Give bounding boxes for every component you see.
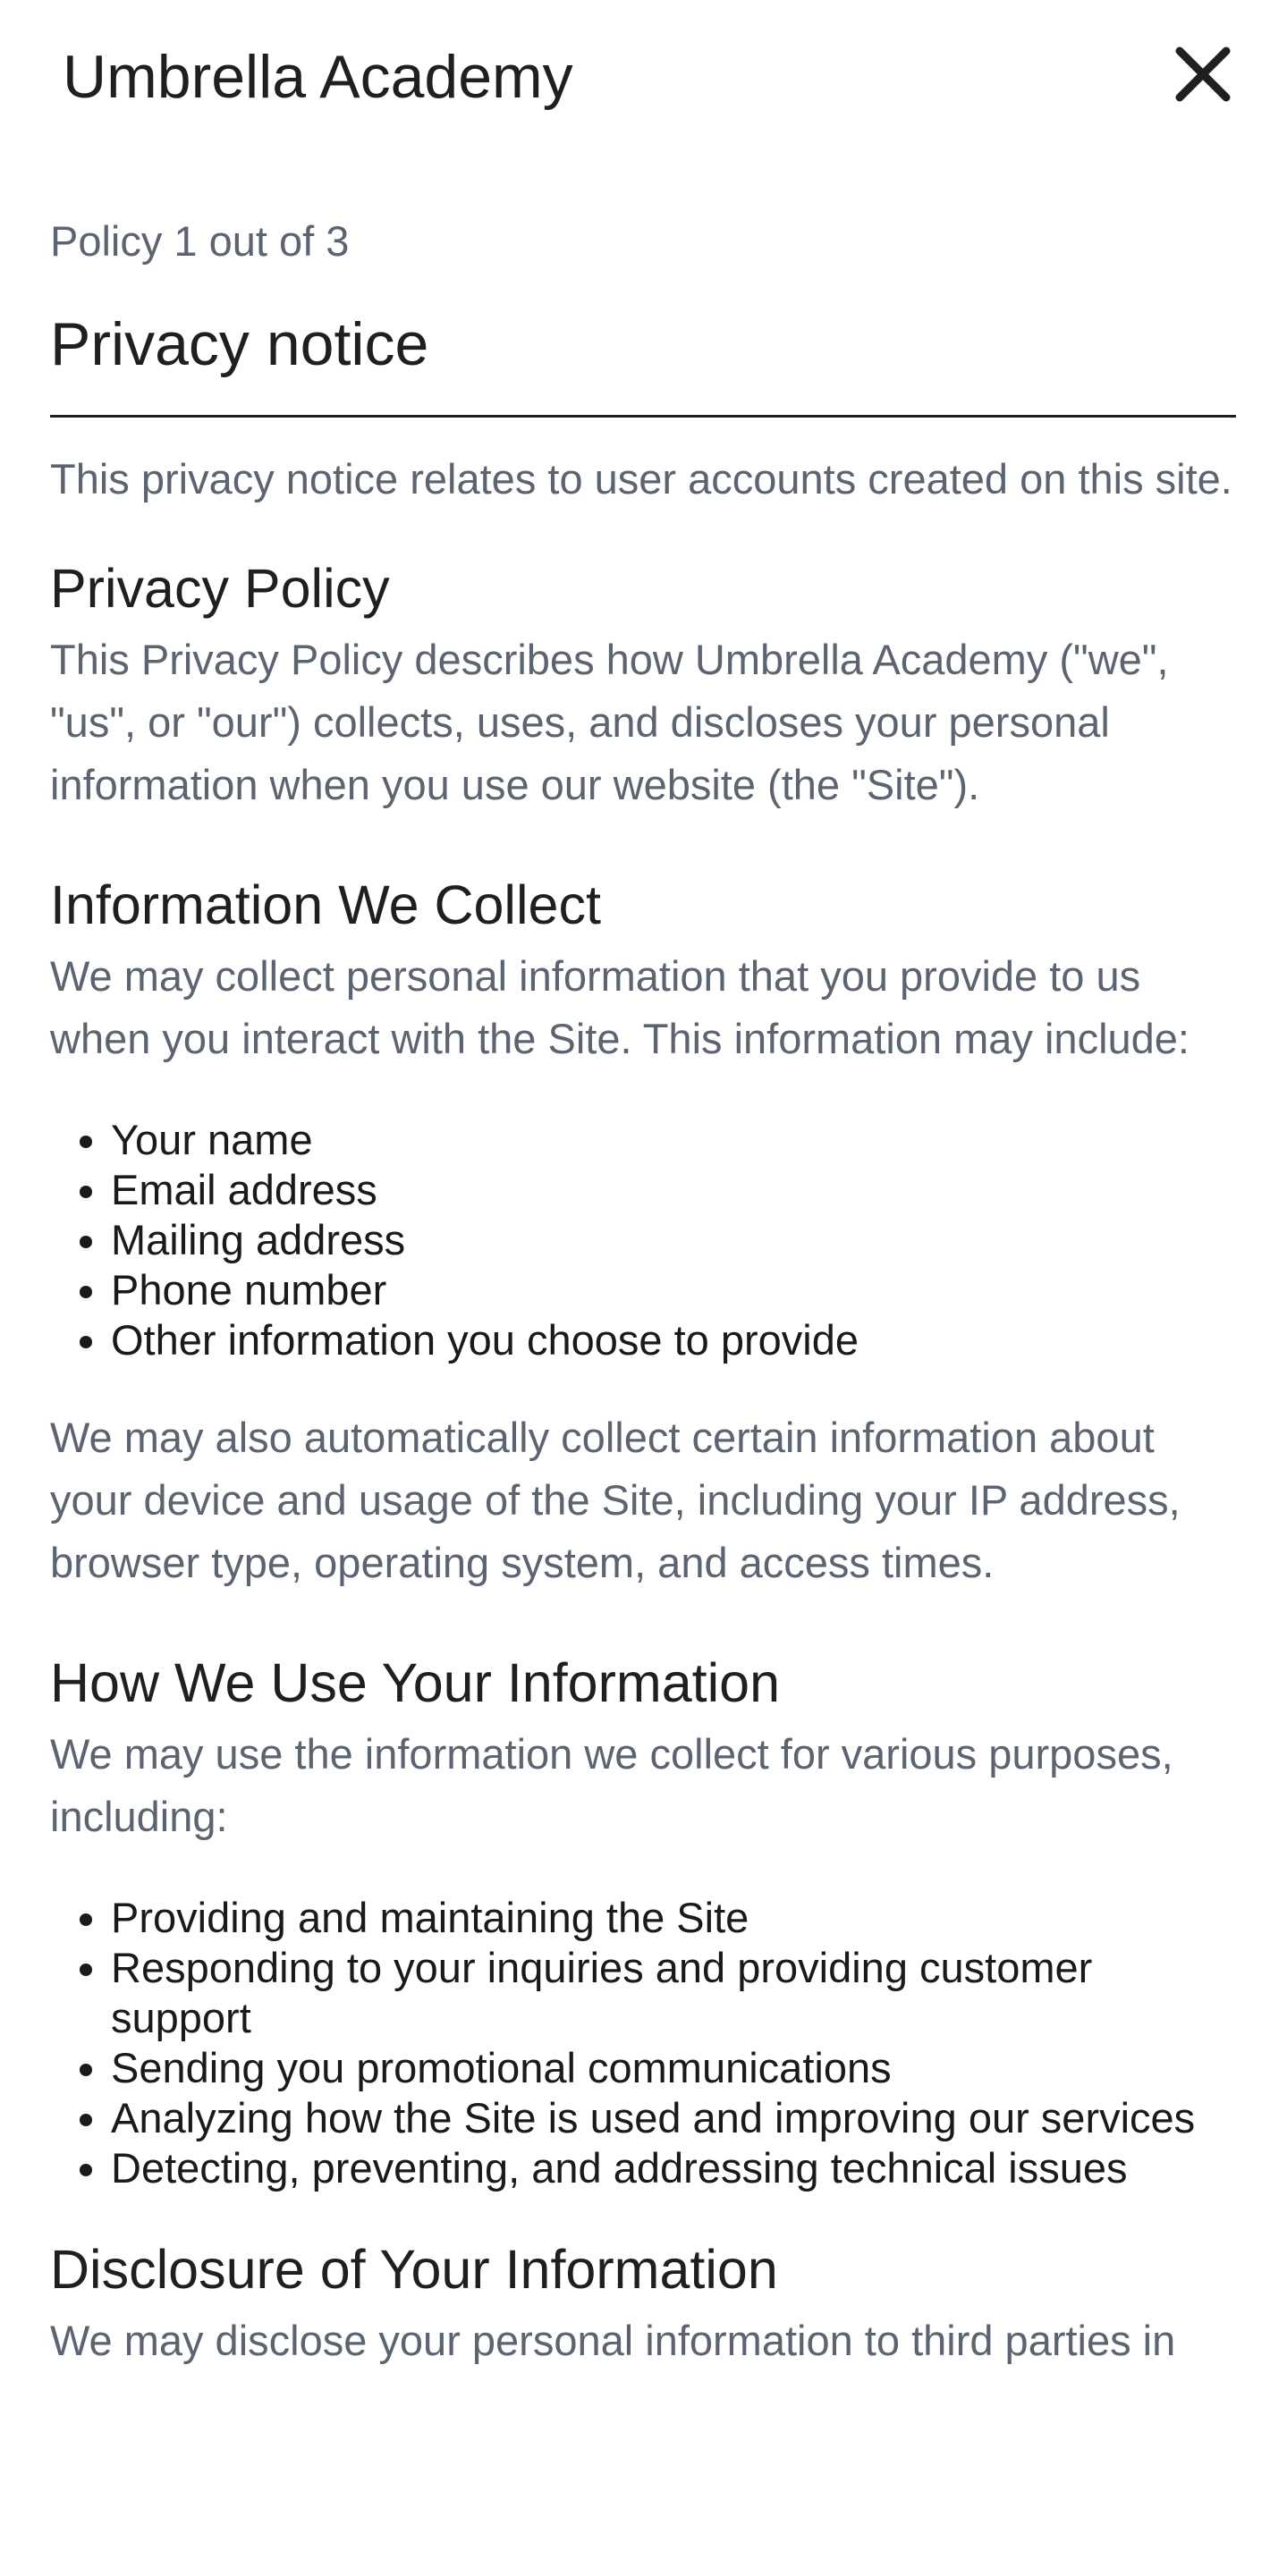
section-heading-disclosure: Disclosure of Your Information xyxy=(50,2239,778,2300)
list-item: • Providing and maintaining the Site xyxy=(111,1893,1236,1943)
policy-title: Privacy notice xyxy=(50,306,1236,418)
list-item: • Other information you choose to provide xyxy=(111,1315,1236,1365)
modal-header xyxy=(0,0,1287,152)
list-item: • Your name xyxy=(111,1115,1236,1165)
policy-intro: This privacy notice relates to user accounts created on this site. xyxy=(50,455,1232,503)
section-text-disclosure: We may disclose your personal information to third parties in xyxy=(50,2317,1176,2364)
section-text-privacy-policy: This Privacy Policy describes how Umbrella Academy ("we", "us", or "our") collects, uses, and discloses your personal information when you use our website (the "Site"). xyxy=(50,636,1169,808)
policy-content xyxy=(50,211,1236,2372)
list-item: • Email address xyxy=(111,1165,1236,1215)
site-title: Umbrella Academy xyxy=(63,43,573,111)
close-icon xyxy=(1172,43,1234,106)
list-item: • Phone number xyxy=(111,1265,1236,1315)
section-text-information-we-collect: We may collect personal information that you provide to us when you interact with the Site. This information may include: xyxy=(50,952,1190,1062)
list-item: • Detecting, preventing, and addressing technical issues xyxy=(111,2143,1236,2193)
list-item: • Analyzing how the Site is used and improving our services xyxy=(111,2093,1236,2143)
section-text-how-we-use: We may use the information we collect for various purposes, including: xyxy=(50,1730,1173,1840)
policy-counter: Policy 1 out of 3 xyxy=(50,217,350,265)
close-button[interactable] xyxy=(1172,43,1234,106)
list-item: • Mailing address xyxy=(111,1215,1236,1265)
section-heading-how-we-use: How We Use Your Information xyxy=(50,1652,780,1713)
list-item: • Responding to your inquiries and providing customer support xyxy=(111,1943,1236,2043)
section-text-automatic-collection: We may also automatically collect certain information about your device and usage of the Site, including your IP address, browser type, operating system, and access times. xyxy=(50,1414,1181,1586)
section-heading-information-we-collect: Information We Collect xyxy=(50,874,601,935)
section-heading-privacy-policy: Privacy Policy xyxy=(50,558,390,619)
collected-info-list xyxy=(50,1115,1236,1365)
usage-purposes-list xyxy=(50,1893,1236,2193)
list-item: • Sending you promotional communications xyxy=(111,2043,1236,2093)
